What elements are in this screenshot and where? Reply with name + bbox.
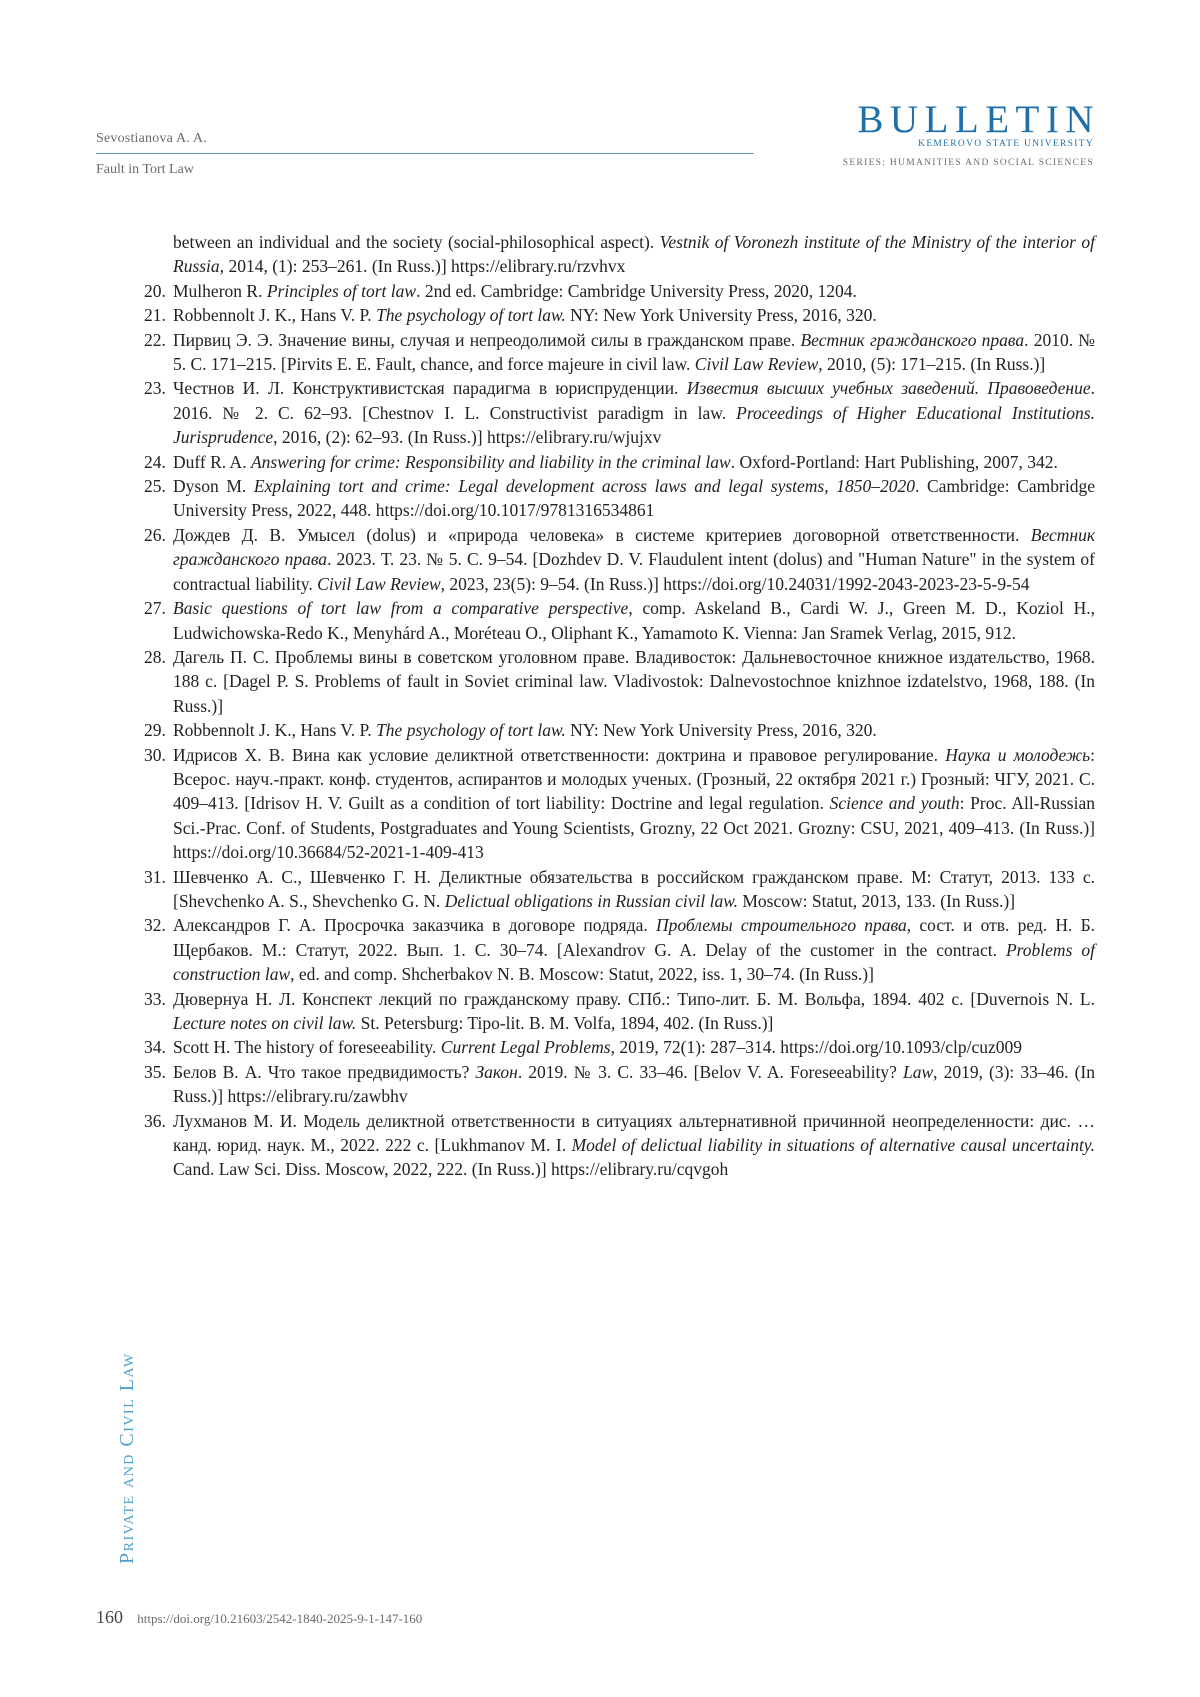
reference-text: , 2019, (3): 33–46. (In Russ.)] https://elibrary.ru/zawbhv [173, 1062, 1095, 1106]
reference-number: 27. [144, 596, 166, 620]
article-doi-link[interactable]: https://doi.org/10.21603/2542-1840-2025-9-1-147-160 [137, 1611, 422, 1626]
reference-source-title: Civil Law Review [695, 354, 818, 374]
running-header [96, 131, 754, 178]
reference-text: . Cambridge: Cambridge University Press, 2022, 448. https://doi.org/10.1017/9781316534861 [173, 476, 1095, 520]
reference-item [146, 743, 1095, 865]
reference-item [146, 987, 1095, 1036]
reference-item [146, 523, 1095, 596]
reference-text: , 2019, 72(1): 287–314. https://doi.org/10.1093/clp/cuz009 [611, 1037, 1022, 1057]
reference-number: 28. [144, 645, 166, 669]
reference-text: Идрисов Х. В. Вина как условие деликтной ответственности: доктрина и правовое регулирование. [173, 745, 945, 765]
reference-number: 31. [144, 865, 166, 889]
reference-source-title: Science and youth [830, 793, 960, 813]
reference-number: 29. [144, 718, 166, 742]
reference-text: St. Petersburg: Tipo-lit. B. M. Volfa, 1894, 402. (In Russ.)] [356, 1013, 773, 1033]
reference-text: Cand. Law Sci. Diss. Moscow, 2022, 222. (In Russ.)] https://elibrary.ru/cqvgoh [173, 1159, 728, 1179]
reference-item [146, 913, 1095, 986]
reference-text: Белов В. А. Что такое предвидимость? [173, 1062, 475, 1082]
reference-source-title: Problems of construction law [173, 940, 1095, 984]
reference-source-title: Вестник гражданского права [173, 525, 1095, 569]
reference-text: Mulheron R. [173, 281, 267, 301]
reference-source-title: Закон [475, 1062, 517, 1082]
reference-text: , сост. и отв. ред. Н. Б. Щербаков. М.: Статут, 2022. Вып. 1. С. 30–74. [Alexandrov G. A. Delay of the customer in the contract. [173, 915, 1095, 959]
reference-source-title: Delictual obligations in Russian civil law. [445, 891, 738, 911]
reference-number: 26. [144, 523, 166, 547]
reference-number: 23. [144, 376, 166, 400]
reference-text: Александров Г. А. Просрочка заказчика в договоре подряда. [173, 915, 656, 935]
reference-text: : Proc. All-Russian Sci.-Prac. Conf. of Students, Postgraduates and Young Scientists, Grozny, 22 Oct 2021. Grozny: CSU, 2021, 409–413. (In Russ.)] https://doi.org/10.36684/52-2021-1-409-413 [173, 793, 1095, 862]
reference-source-title: Вестник гражданского права [800, 330, 1024, 350]
reference-number: 32. [144, 913, 166, 937]
reference-item [146, 230, 1095, 279]
page-number: 160 [96, 1607, 123, 1627]
reference-source-title: Известия высших учебных заведений. Правоведение [687, 378, 1091, 398]
reference-item [146, 328, 1095, 377]
reference-text: , ed. and comp. Shcherbakov N. B. Moscow: Statut, 2022, iss. 1, 30–74. (In Russ.)] [290, 964, 874, 984]
reference-text: Пирвиц Э. Э. Значение вины, случая и непреодолимой силы в гражданском праве. [173, 330, 800, 350]
reference-number: 34. [144, 1035, 166, 1059]
reference-text: Scott H. The history of foreseeability. [173, 1037, 441, 1057]
reference-text: NY: New York University Press, 2016, 320. [566, 305, 877, 325]
reference-text: Moscow: Statut, 2013, 133. (In Russ.)] [738, 891, 1015, 911]
reference-source-title: Lecture notes on civil law. [173, 1013, 356, 1033]
reference-number: 30. [144, 743, 166, 767]
running-author: Sevostianova A. A. [96, 131, 754, 147]
journal-series: SERIES: HUMANITIES AND SOCIAL SCIENCES [843, 158, 1094, 168]
reference-text: Robbennolt J. K., Hans V. P. [173, 305, 376, 325]
reference-item [146, 865, 1095, 914]
reference-source-title: Model of delictual liability in situations of alternative causal uncertainty. [572, 1135, 1095, 1155]
reference-text: NY: New York University Press, 2016, 320. [566, 720, 877, 740]
reference-item [146, 450, 1095, 474]
reference-source-title: Basic questions of tort law from a comparative perspective [173, 598, 628, 618]
reference-number: 33. [144, 987, 166, 1011]
reference-text: Честнов И. Л. Конструктивистская парадигма в юриспруденции. [173, 378, 687, 398]
reference-source-title: Vestnik of Voronezh institute of the Ministry of the interior of Russia [173, 232, 1095, 276]
journal-logo [843, 100, 1094, 168]
reference-number: 24. [144, 450, 166, 474]
section-side-label: Private and Civil Law [116, 1352, 139, 1564]
reference-text: , 2016, (2): 62–93. (In Russ.)] https://elibrary.ru/wjujxv [273, 427, 661, 447]
reference-source-title: Current Legal Problems [441, 1037, 611, 1057]
reference-text: Дювернуа Н. Л. Конспект лекций по гражданскому праву. СПб.: Типо-лит. Б. М. Вольфа, 1894. 402 с. [Duvernois N. L. [173, 989, 1095, 1009]
reference-source-title: The psychology of tort law. [376, 305, 566, 325]
reference-text: . 2010. № 5. С. 171–215. [Pirvits E. E. Fault, chance, and force majeure in civil law. [173, 330, 1095, 374]
reference-text: , 2010, (5): 171–215. (In Russ.)] [818, 354, 1045, 374]
reference-item [146, 1060, 1095, 1109]
reference-text: . Oxford-Portland: Hart Publishing, 2007, 342. [731, 452, 1058, 472]
reference-item [146, 279, 1095, 303]
reference-source-title: Answering for crime: Responsibility and liability in the criminal law [251, 452, 731, 472]
reference-text: , 2023, 23(5): 9–54. (In Russ.)] https://doi.org/10.24031/1992-2043-2023-23-5-9-54 [441, 574, 1030, 594]
reference-item [146, 645, 1095, 718]
reference-text: : Всерос. науч.-практ. конф. студентов, аспирантов и молодых ученых. (Грозный, 22 октября 2021 г.) Грозный: ЧГУ, 2021. С. 409–413. [Idrisov H. V. Guilt as a condition of tort liability: Doctrine and legal regulation. [173, 745, 1095, 814]
reference-text: . 2023. Т. 23. № 5. С. 9–54. [Dozhdev D. V. Flaudulent intent (dolus) and "Human Nature" in the system of contractual liability. [173, 549, 1095, 593]
reference-text: Дождев Д. В. Умысел (dolus) и «природа человека» в системе критериев договорной ответственности. [173, 525, 1031, 545]
reference-source-title: Proceedings of Higher Educational Institutions. Jurisprudence [173, 403, 1095, 447]
reference-item [146, 596, 1095, 645]
reference-source-title: Law [903, 1062, 933, 1082]
reference-list [146, 230, 1095, 1182]
reference-text: Duff R. A. [173, 452, 251, 472]
reference-number: 20. [144, 279, 166, 303]
reference-number: 36. [144, 1109, 166, 1133]
header-divider [96, 153, 754, 154]
reference-number: 21. [144, 303, 166, 327]
reference-number: 25. [144, 474, 166, 498]
reference-source-title: Проблемы строительного права [656, 915, 907, 935]
reference-number: 22. [144, 328, 166, 352]
reference-item [146, 474, 1095, 523]
reference-source-title: Civil Law Review [317, 574, 440, 594]
reference-text: . 2016. № 2. С. 62–93. [Chestnov I. L. Constructivist paradigm in law. [173, 378, 1095, 422]
reference-item [146, 303, 1095, 327]
journal-logo-title: BULLETIN [843, 100, 1100, 140]
reference-text: Шевченко А. С., Шевченко Г. Н. Деликтные обязательства в российском гражданском праве. М: Статут, 2013. 133 с. [Shevchenko A. S., Shevchenko G. N. [173, 867, 1095, 911]
reference-number: 35. [144, 1060, 166, 1084]
reference-source-title: The psychology of tort law. [376, 720, 566, 740]
reference-text: Dyson M. [173, 476, 254, 496]
reference-item [146, 718, 1095, 742]
reference-text: between an individual and the society (social-philosophical aspect). [173, 232, 660, 252]
reference-item [146, 376, 1095, 449]
reference-source-title: Principles of tort law [267, 281, 416, 301]
reference-text: Дагель П. С. Проблемы вины в советском уголовном праве. Владивосток: Дальневосточное книжное издательство, 1968. 188 с. [Dagel P. S. Problems of fault in Soviet criminal law. Vladivostok: Dalnevostochnoe knizhnoe izdatelstvo, 1968, 188. (In Russ.)] [173, 647, 1095, 716]
reference-text: , 2014, (1): 253–261. (In Russ.)] https://elibrary.ru/rzvhvx [220, 256, 626, 276]
reference-item [146, 1109, 1095, 1182]
journal-logo-subtitle: KEMEROVO STATE UNIVERSITY [843, 139, 1094, 149]
reference-text: . 2nd ed. Cambridge: Cambridge University Press, 2020, 1204. [416, 281, 857, 301]
reference-text: , comp. Askeland B., Cardi W. J., Green M. D., Koziol H., Ludwichowska-Redo K., Menyhárd A., Moréteau O., Oliphant K., Yamamoto K. Vienna: Jan Sramek Verlag, 2015, 912. [173, 598, 1095, 642]
reference-source-title: Наука и молодежь [945, 745, 1090, 765]
running-article-title: Fault in Tort Law [96, 162, 754, 178]
page-footer [96, 1607, 422, 1628]
reference-item [146, 1035, 1095, 1059]
reference-text: . 2019. № 3. С. 33–46. [Belov V. A. Foreseeability? [518, 1062, 903, 1082]
reference-text: Лухманов М. И. Модель деликтной ответственности в ситуациях альтернативной причинной неопределенности: дис. … канд. юрид. наук. М., 2022. 222 с. [Lukhmanov M. I. [173, 1111, 1095, 1155]
reference-text: Robbennolt J. K., Hans V. P. [173, 720, 376, 740]
reference-source-title: Explaining tort and crime: Legal development across laws and legal systems, 1850–2020 [254, 476, 915, 496]
